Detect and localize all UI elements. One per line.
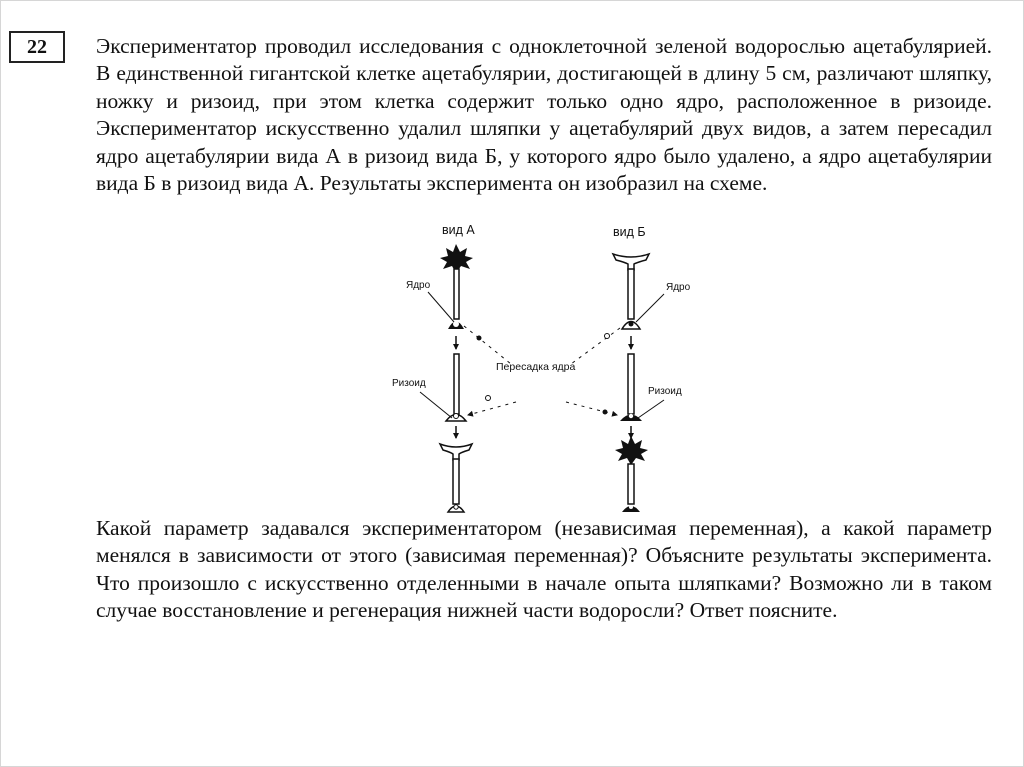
question-paragraph: Какой параметр задавался экспериментатором (независимая переменная), а какой параметр менялся в зависимости от этого (зависимая переменная)? Объясните результаты эксперимента. Что произошло с искусственно отделенными в начале опыта шляпками? Возможно ли в таком случае восстановление и регенерация нижней части водоросли? Ответ поясните. xyxy=(96,516,992,623)
rhizoid-label-right: Ризоид xyxy=(648,386,682,397)
rhizoid-label-left: Ризоид xyxy=(392,378,426,389)
transplant-label: Пересадка ядра xyxy=(496,361,576,373)
nucleus-label-left: Ядро xyxy=(406,280,431,291)
species-a-label: вид А xyxy=(442,223,475,237)
species-a-regrown-umbrella-cap xyxy=(440,444,472,512)
species-a-middle-stalk xyxy=(446,354,466,421)
task-number-box: 22 xyxy=(9,31,65,63)
nucleus-pointer-left xyxy=(428,292,454,322)
nucleus-label-right: Ядро xyxy=(666,282,691,293)
diagram-svg xyxy=(376,214,706,516)
species-a-stalk xyxy=(448,269,464,329)
species-b-label: вид Б xyxy=(613,225,646,239)
species-b-umbrella-cap xyxy=(613,254,649,270)
rhizoid-pointer-right xyxy=(638,400,664,418)
rhizoid-pointer-left xyxy=(420,392,452,418)
nucleus-pointer-right xyxy=(636,294,664,322)
species-b-middle-stalk xyxy=(620,354,642,421)
intro-paragraph: Экспериментатор проводил исследования с одноклеточной зеленой водорослью ацетабулярией. В единственной гигантской клетке ацетабулярии, достигающей в длину 5 см, различают шляпку, ножку и ризоид, при этом клетка содержит только одно ядро, расположенное в ризоиде. Экспериментатор искусственно удалил шляпки у ацетабулярий двух видов, а затем пересадил ядро ацетабулярии вида А в ризоид вида Б, у которого ядро было удалено, а ядро ацетабулярии вида Б в ризоид вида А. Результаты эксперимента он изобразил на схеме. xyxy=(96,34,992,196)
acetabularia-diagram xyxy=(376,214,706,516)
species-b-regrown-spiky-cap xyxy=(615,436,648,512)
